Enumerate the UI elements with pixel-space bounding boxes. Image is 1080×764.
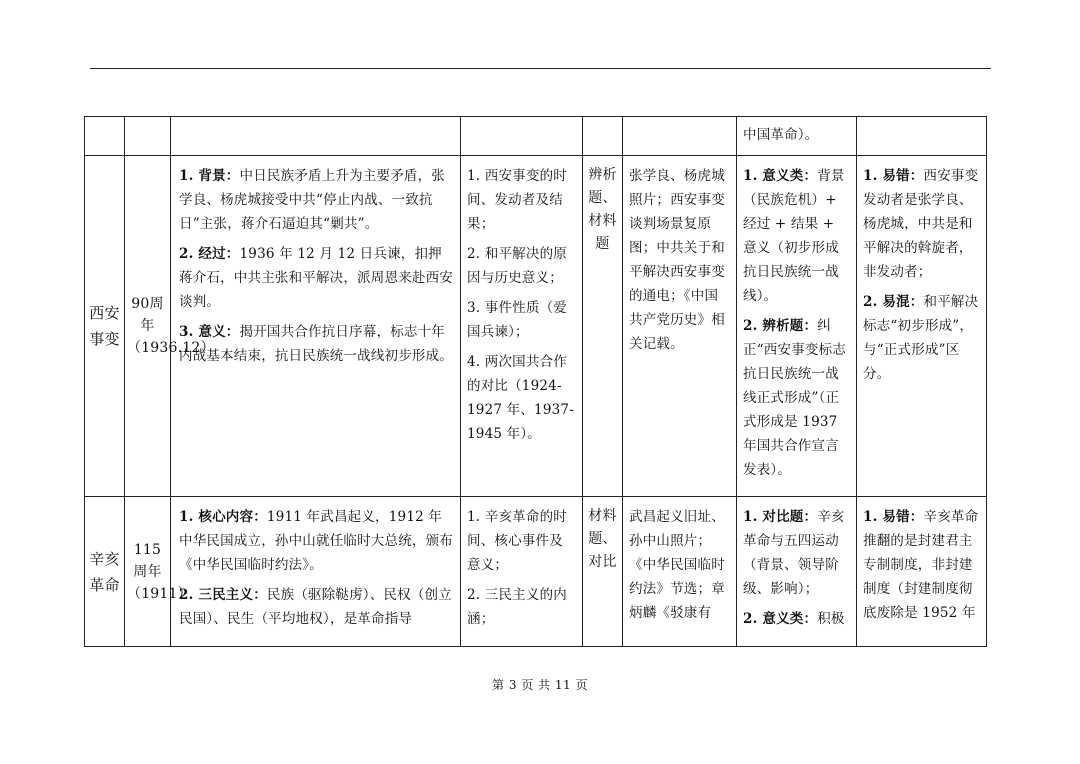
continuation-row <box>85 117 987 156</box>
point-item: 3. 事件性质（爱国兵谏）； <box>467 300 567 340</box>
content-item: 2. 经过：1936 年 12 月 12 日兵谏，扣押蒋介石，中共主张和平解决，派周恩来赴西安谈判。 <box>179 246 453 310</box>
point-item: 2. 三民主义的内涵； <box>467 587 567 627</box>
pitfall-item: 1. 易错：西安事变发动者是张学良、杨虎城，中共是和平解决的斡旋者，非发动者； <box>863 168 979 280</box>
pitfall-item: 1. 易错：辛亥革命推翻的是封建君主专制制度，非封建制度（封建制度彻底废除是 1952 年 <box>863 509 979 621</box>
cell-content <box>171 117 461 156</box>
question-item: 2. 意义类：积极 <box>743 611 845 627</box>
point-item: 1. 辛亥革命的时间、核心事件及意义； <box>467 509 567 573</box>
question-item: 1. 对比题：辛亥革命与五四运动（背景、领导阶级、影响）； <box>743 509 845 597</box>
table-row <box>85 156 987 497</box>
pitfall-item: 2. 易混：和平解决标志“初步形成”，与“正式形成”区分。 <box>863 294 979 382</box>
cell-questions <box>737 117 857 156</box>
content-item: 3. 意义：揭开国共合作抗日序幕，标志十年内战基本结束，抗日民族统一战线初步形成。 <box>179 324 453 364</box>
materials-text: 武昌起义旧址、孙中山照片；《中华民国临时约法》节选；章炳麟《驳康有 <box>629 509 725 621</box>
question-item: 1. 意义类：背景（民族危机）+ 经过 + 结果 + 意义（初步形成抗日民族统一战线）。 <box>743 168 845 304</box>
materials-cell <box>623 156 737 497</box>
questions-cell <box>737 497 857 647</box>
point-item: 2. 和平解决的原因与历史意义； <box>467 246 567 286</box>
points-cell <box>461 156 583 497</box>
question-type: 材料题、对比 <box>588 508 617 570</box>
content-item: 2. 三民主义：民族（驱除鞑虏）、民权（创立民国）、民生（平均地权），是革命指导 <box>179 587 452 627</box>
page-number: 第 3 页 共 11 页 <box>492 678 588 692</box>
history-review-table <box>84 116 987 647</box>
event-period: 90周年（1936.12） <box>125 156 171 497</box>
event-name: 西安事变 <box>85 156 125 497</box>
materials-text: 张学良、杨虎城照片；西安事变谈判场景复原图；中共关于和平解决西安事变的通电；《中国共产党历史》相关记载。 <box>629 168 725 352</box>
points-cell <box>461 497 583 647</box>
question-type-cell <box>583 156 623 497</box>
cell-period <box>125 117 171 156</box>
questions-cell <box>737 156 857 497</box>
content-item: 1. 核心内容：1911 年武昌起义，1912 年中华民国成立，孙中山就任临时大总统，颁布《中华民国临时约法》。 <box>179 509 453 573</box>
content-item: 1. 背景：中日民族矛盾上升为主要矛盾，张学良、杨虎城接受中共“停止内战、一致抗日”主张，蒋介石逼迫其“剿共”。 <box>179 168 445 232</box>
cell-materials <box>623 117 737 156</box>
point-item: 1. 西安事变的时间、发动者及结果； <box>467 168 567 232</box>
pitfalls-cell <box>857 156 987 497</box>
cell-points <box>461 117 583 156</box>
question-type: 辨析题、材料题 <box>588 167 617 252</box>
content-cell <box>171 497 461 647</box>
table-row <box>85 497 987 647</box>
cell-event <box>85 117 125 156</box>
materials-cell <box>623 497 737 647</box>
question-type-cell <box>583 497 623 647</box>
cell-pitfalls <box>857 117 987 156</box>
content-cell <box>171 156 461 497</box>
question-item: 2. 辨析题：纠正“西安事变标志抗日民族统一战线正式形成”（正式形成是 1937 年国共合作宣言发表）。 <box>743 318 847 478</box>
cell-type <box>583 117 623 156</box>
point-item: 4. 两次国共合作的对比（1924-1927 年、1937-1945 年）。 <box>467 354 574 442</box>
header-rule <box>90 68 991 69</box>
pitfalls-cell <box>857 497 987 647</box>
continuation-text: 中国革命）。 <box>743 127 819 143</box>
event-period: 115周年（1911） <box>125 497 171 647</box>
event-name: 辛亥革命 <box>85 497 125 647</box>
